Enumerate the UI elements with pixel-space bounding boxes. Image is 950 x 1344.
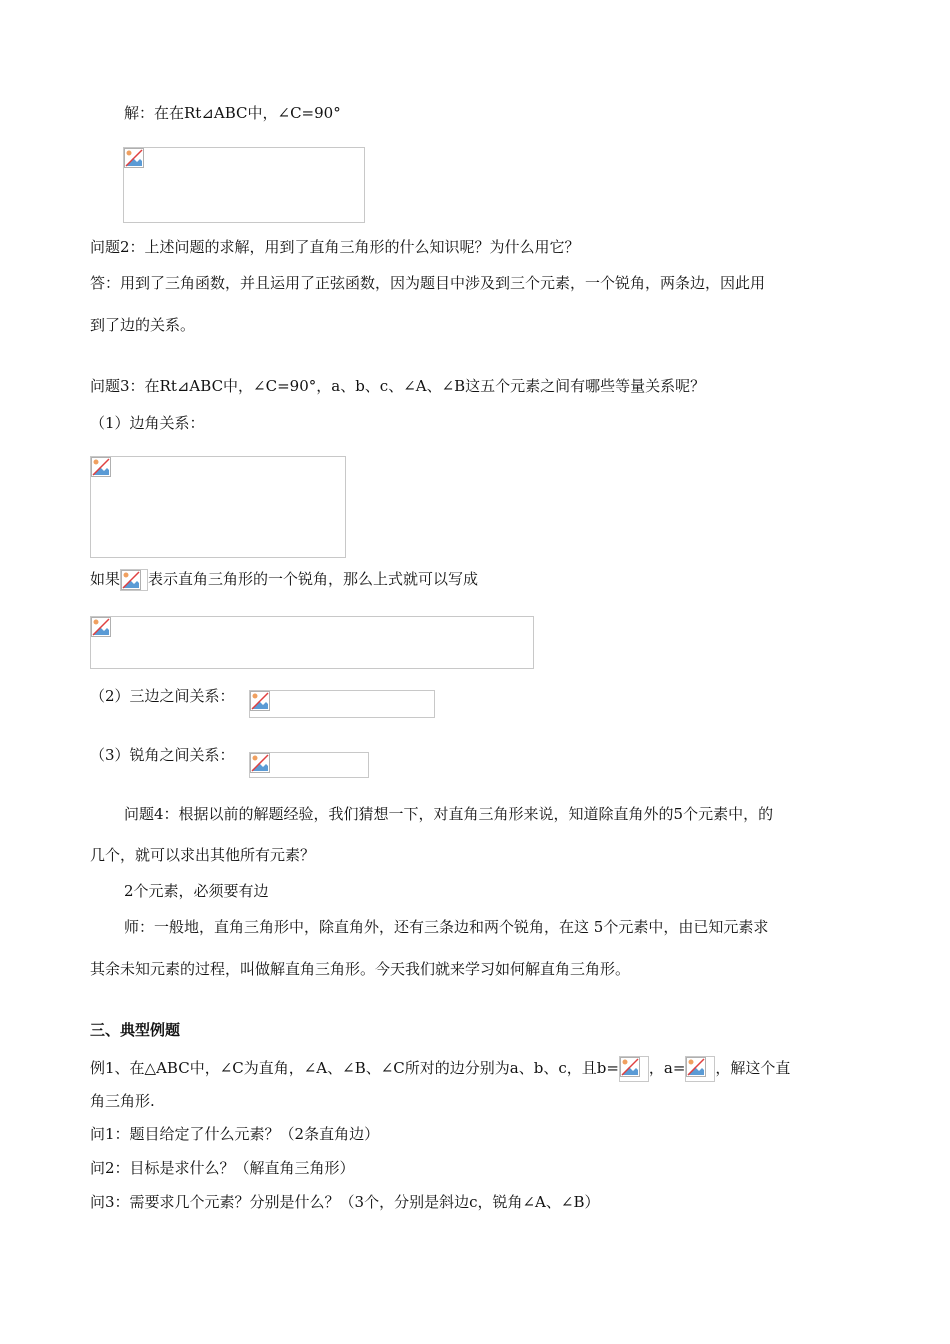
- example-1-text-c: ，解这个直: [715, 1059, 791, 1077]
- question-4-line-2: 几个，就可以求出其他所有元素？: [90, 846, 316, 864]
- question-line-2: 问2：目标是求什么？（解直角三角形）: [90, 1159, 355, 1177]
- image-placeholder-1: [123, 147, 365, 223]
- broken-image-icon: [686, 1057, 706, 1077]
- broken-image-icon: [250, 691, 270, 711]
- broken-image-icon: [91, 457, 111, 477]
- section-heading: 三、典型例题: [90, 1021, 181, 1039]
- answer-4: 2个元素，必须要有边: [124, 882, 269, 900]
- if-line: [90, 569, 478, 591]
- question-4-line-1: 问题4：根据以前的解题经验，我们猜想一下，对直角三角形来说，知道除直角外的5个元素中，的: [124, 805, 774, 823]
- broken-image-icon: [91, 617, 111, 637]
- inline-image-b: [619, 1056, 649, 1082]
- image-placeholder-3: [90, 616, 534, 669]
- question-line-1: 问1：题目给定了什么元素？（2条直角边）: [90, 1125, 380, 1143]
- question-line-3: 问3：需要求几个元素？分别是什么？（3个，分别是斜边c，锐角∠A、∠B）: [90, 1193, 600, 1211]
- broken-image-icon: [620, 1057, 640, 1077]
- question-2: 问题2：上述问题的求解，用到了直角三角形的什么知识呢？为什么用它？: [90, 238, 580, 256]
- teacher-line-1: 师：一般地，直角三角形中，除直角外，还有三条边和两个锐角，在这 5个元素中，由已知元素求: [124, 918, 769, 936]
- example-1-text-b: ，a=: [648, 1059, 686, 1077]
- image-placeholder-5: [249, 752, 369, 778]
- image-placeholder-4: [249, 690, 435, 718]
- broken-image-icon: [121, 570, 141, 590]
- broken-image-icon: [250, 753, 270, 773]
- inline-image-a: [685, 1056, 715, 1082]
- example-1-line-2: 角三角形.: [90, 1092, 155, 1110]
- answer-2-line-1: 答：用到了三角函数，并且运用了正弦函数，因为题目中涉及到三个元素，一个锐角，两条边，因此用: [90, 274, 766, 292]
- subsection-1: （1）边角关系：: [90, 414, 205, 432]
- broken-image-icon: [124, 148, 144, 168]
- solution-line: 解：在在Rt⊿ABC中，∠C=90°: [124, 104, 341, 122]
- if-line-start: 如果: [90, 570, 121, 588]
- subsection-2: （2）三边之间关系：: [90, 687, 235, 705]
- example-1-text-a: 例1、在△ABC中，∠C为直角，∠A、∠B、∠C所对的边分别为a、b、c，且b=: [90, 1059, 619, 1077]
- inline-image-alpha: [120, 569, 148, 591]
- subsection-3: （3）锐角之间关系：: [90, 746, 235, 764]
- answer-2-line-2: 到了边的关系。: [90, 316, 196, 334]
- if-line-end: 表示直角三角形的一个锐角，那么上式就可以写成: [148, 570, 479, 588]
- teacher-line-2: 其余未知元素的过程，叫做解直角三角形。今天我们就来学习如何解直角三角形。: [90, 960, 631, 978]
- question-3: 问题3：在Rt⊿ABC中，∠C=90°，a、b、c、∠A、∠B这五个元素之间有哪些等量关系呢？: [90, 377, 706, 395]
- example-1-line-1: [90, 1056, 790, 1082]
- image-placeholder-2: [90, 456, 346, 558]
